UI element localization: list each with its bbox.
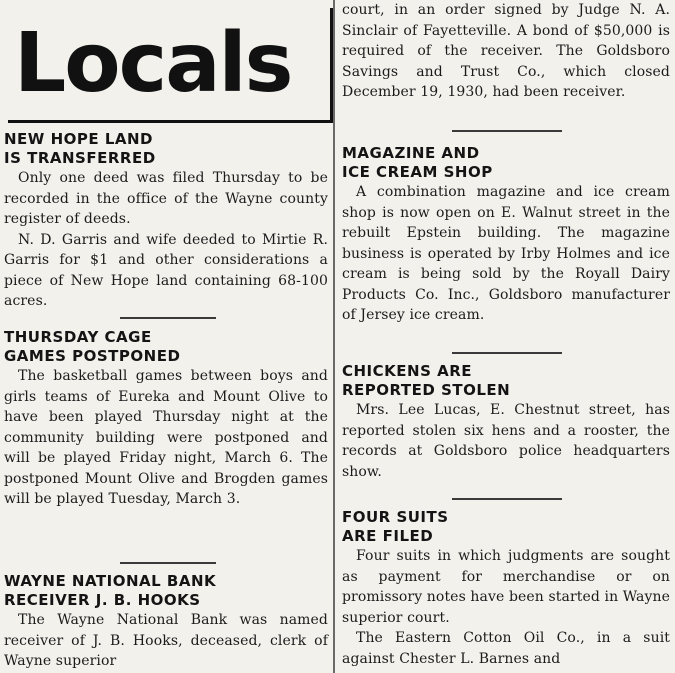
article-paragraph: The Eastern Cotton Oil Co., in a suit against Chester L. Barnes and [342,630,670,667]
headline-line-1: MAGAZINE AND [342,144,480,162]
headline-line-2: ARE FILED [342,527,434,545]
article-wayne-national-bank [4,572,328,672]
article-paragraph: The basketball games between boys and girls teams of Eureka and Mount Olive to have been played Thursday night at the community building were postponed and will be played Friday night, March 6. The postponed Mount Olive and Brogden games will be played Tuesday, March 3. [4,368,328,507]
headline-line-2: REPORTED STOLEN [342,381,511,399]
article-divider [452,498,562,500]
article-continued-receiver [342,0,670,103]
article-paragraph: The Wayne National Bank was named receiver of J. B. Hooks, deceased, clerk of Wayne superior [4,612,328,669]
article-four-suits [342,508,670,669]
column-divider [333,0,335,673]
article-paragraph: A combination magazine and ice cream shop is now open on E. Walnut street in the rebuilt Epstein building. The magazine business is operated by Irby Holmes and ice cream is being sold by the Royall Dairy Products Co. Inc., Goldsboro manufacturer of Jersey ice cream. [342,184,670,323]
article-paragraph: Four suits in which judgments are sought as payment for merchandise or on promissory notes have been started in Wayne superior court. [342,548,670,626]
headline-line-1: FOUR SUITS [342,508,449,526]
article-divider [452,130,562,132]
article-divider [120,562,216,564]
article-paragraph: Only one deed was filed Thursday to be recorded in the office of the Wayne county register of deeds. [4,170,328,227]
right-column [338,0,675,673]
locals-masthead [8,8,333,123]
article-thursday-cage [4,328,328,510]
article-new-hope-land [4,130,328,312]
headline-line-2: GAMES POSTPONED [4,347,181,365]
article-magazine-ice-cream [342,144,670,326]
headline-line-1: WAYNE NATIONAL BANK [4,572,217,590]
headline-line-1: NEW HOPE LAND [4,130,154,148]
article-divider [120,317,216,319]
headline-line-2: ICE CREAM SHOP [342,163,493,181]
left-column [0,0,330,673]
headline-line-2: RECEIVER J. B. HOOKS [4,591,201,609]
headline-line-1: CHICKENS ARE [342,362,473,380]
article-paragraph: Mrs. Lee Lucas, E. Chestnut street, has reported stolen six hens and a rooster, the records at Goldsboro police headquarters show. [342,402,670,480]
masthead-title: Locals [14,16,292,111]
article-paragraph: N. D. Garris and wife deeded to Mirtie R. Garris for $1 and other considerations a piece of New Hope land containing 68-100 acres. [4,231,328,309]
article-divider [452,352,562,354]
headline-line-2: IS TRANSFERRED [4,149,156,167]
article-chickens-stolen [342,362,670,482]
headline-line-1: THURSDAY CAGE [4,328,152,346]
article-paragraph: court, in an order signed by Judge N. A. Sinclair of Fayetteville. A bond of $50,000 is required of the receiver. The Goldsboro Savings and Trust Co., which closed December 19, 1930, had been receiver. [342,2,670,100]
